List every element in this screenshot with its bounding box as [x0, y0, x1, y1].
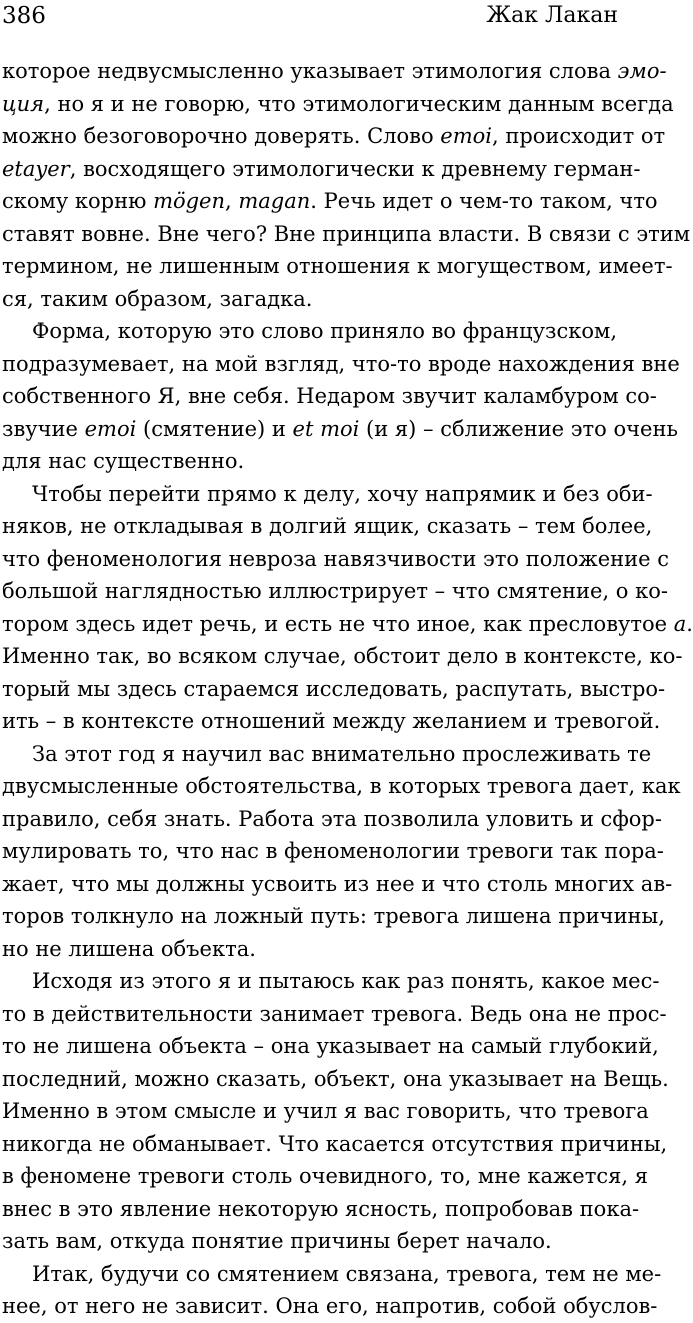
text-run: мулировать то, что нас в феноменологии тревоги так пора- — [2, 839, 664, 863]
paragraph — [2, 1258, 662, 1323]
text-line — [2, 738, 652, 771]
text-run: Итак, будучи со смятением связана, тревога, тем не ме- — [32, 1261, 662, 1286]
italic-term: etayer — [2, 156, 70, 181]
text-run: термином, не лишенным отношения к могуществом, имеет- — [2, 254, 673, 278]
text-run: Именно в этом смысле и учил я вас говорить, что тревога — [2, 1099, 649, 1123]
text-line — [2, 1030, 659, 1063]
text-line — [2, 608, 693, 641]
italic-term: эмо- — [617, 59, 667, 83]
text-run: Исходя из этого я и пытаюсь как раз понять, какое мес- — [32, 969, 660, 993]
text-line — [2, 803, 662, 836]
text-run: . Речь идет о чем-то таком, что — [310, 189, 658, 213]
text-run: Форма, которую это слово приняло во французском, — [32, 319, 617, 343]
text-line — [2, 705, 661, 738]
text-run: Именно так, во всяком случае, обстоит дело в контексте, ко- — [2, 644, 683, 668]
text-line — [2, 835, 664, 868]
italic-term: a — [673, 611, 687, 636]
text-line — [2, 998, 667, 1031]
text-line — [2, 673, 666, 706]
text-run: но не лишена объекта. — [2, 936, 256, 961]
text-run: , происходит от — [492, 124, 666, 148]
text-run: Чтобы перейти прямо к делу, хочу напрямик и без оби- — [32, 481, 653, 506]
paragraph — [2, 738, 681, 966]
text-line — [2, 185, 658, 218]
text-line — [2, 575, 668, 608]
text-run: , восходящего этимологически к древнему герман- — [69, 156, 641, 181]
text-line — [2, 120, 666, 153]
italic-term: emoi — [84, 416, 137, 441]
text-line — [2, 1160, 648, 1193]
text-line — [2, 965, 660, 998]
page-header — [0, 0, 620, 34]
text-run: За этот год я научил вас внимательно прослеживать те — [32, 741, 652, 766]
paragraph — [2, 965, 669, 1258]
text-run: торый мы здесь стараемся исследовать, распутать, выстро- — [2, 676, 666, 701]
text-line — [2, 445, 617, 478]
text-line — [2, 250, 673, 283]
text-run: в феномене тревоги столь очевидного, то, мне кажется, я — [2, 1164, 648, 1188]
text-run: торов толкнуло на ложный путь: тревога лишена причины, — [2, 904, 665, 928]
text-run: подразумевает, на мой взгляд, что-то вроде нахождения вне — [2, 351, 680, 376]
text-line — [2, 153, 641, 186]
text-line — [2, 315, 617, 348]
page-number: 386 — [2, 3, 46, 29]
text-line — [2, 1095, 649, 1128]
text-run: звучие — [2, 416, 85, 441]
text-line — [2, 218, 691, 251]
text-line — [2, 1225, 617, 1258]
text-run: нее, от него не зависит. Она его, напротив, собой обуслов- — [2, 1294, 658, 1318]
text-run: (смятение) и — [136, 416, 293, 441]
text-run: скому корню — [2, 189, 154, 213]
text-run: , но я и не говорю, что этимологическим данным всегда — [44, 91, 674, 116]
text-run: для нас существенно. — [2, 449, 245, 473]
text-run: никогда не обманывает. Что касается отсутствия причины, — [2, 1131, 668, 1156]
italic-term: et moi — [292, 416, 360, 441]
text-line — [2, 900, 665, 933]
text-run: то в действительности занимает тревога. Ведь она не прос- — [2, 1001, 667, 1026]
text-run: няков, не откладывая в долгий ящик, сказать – тем более, — [2, 514, 653, 538]
text-run: ставят вовне. Вне чего? Вне принципа власти. В связи с этим — [2, 221, 691, 246]
text-line — [2, 413, 678, 446]
italic-term: magan — [238, 189, 311, 213]
text-run: (и я) – сближение это очень — [359, 416, 678, 441]
paragraph — [2, 315, 680, 478]
text-run: ся, таким образом, загадка. — [2, 286, 313, 311]
paragraph — [2, 55, 691, 315]
text-run: , — [225, 189, 239, 213]
text-line — [2, 1290, 658, 1323]
text-line — [2, 640, 683, 673]
text-line — [2, 1258, 662, 1291]
text-run: которое недвусмысленно указывает этимология слова — [2, 59, 618, 83]
italic-term: mögen — [153, 189, 226, 213]
text-line — [2, 348, 680, 381]
text-run: . — [686, 611, 693, 636]
text-line — [2, 770, 681, 803]
text-run: последний, можно сказать, объект, она указывает на Вещь. — [2, 1066, 669, 1091]
text-line — [2, 1128, 668, 1161]
text-line — [2, 478, 653, 511]
text-run: что феноменология невроза навязчивости это положение с — [2, 546, 669, 571]
text-run: двусмысленные обстоятельства, в которых тревога дает, как — [2, 774, 681, 798]
text-run: то не лишена объекта – она указывает на самый глубокий, — [2, 1034, 659, 1058]
text-line — [2, 1063, 669, 1096]
text-line — [2, 380, 657, 413]
text-line — [2, 88, 674, 121]
text-run: зать вам, откуда понятие причины берет начало. — [2, 1229, 552, 1253]
text-line — [2, 283, 617, 316]
italic-term: emoi — [440, 124, 492, 148]
paragraph — [2, 478, 693, 738]
running-head: Жак Лакан — [486, 3, 618, 28]
text-line — [2, 55, 667, 88]
text-line — [2, 510, 653, 543]
text-run: правило, себя знать. Работа эта позволила уловить и сфор- — [2, 806, 662, 831]
text-run: ить – в контексте отношений между желанием и тревогой. — [2, 709, 661, 733]
text-run: можно безоговорочно доверять. Слово — [2, 124, 441, 148]
body-text — [2, 55, 693, 1323]
text-run: собственного Я, вне себя. Недаром звучит каламбуром со- — [2, 384, 657, 408]
text-line — [2, 543, 669, 576]
text-run: внес в это явление некоторую ясность, попробовав пока- — [2, 1196, 640, 1221]
text-run: тором здесь идет речь, и есть не что иное, как пресловутое — [2, 611, 674, 636]
text-line — [2, 1193, 640, 1226]
text-line — [2, 868, 673, 901]
text-run: большой наглядностью иллюстрирует – что смятение, о ко- — [2, 579, 668, 603]
text-run: жает, что мы должны усвоить из нее и что столь многих ав- — [2, 871, 673, 896]
text-line — [2, 933, 617, 966]
italic-term: ция — [2, 91, 45, 116]
